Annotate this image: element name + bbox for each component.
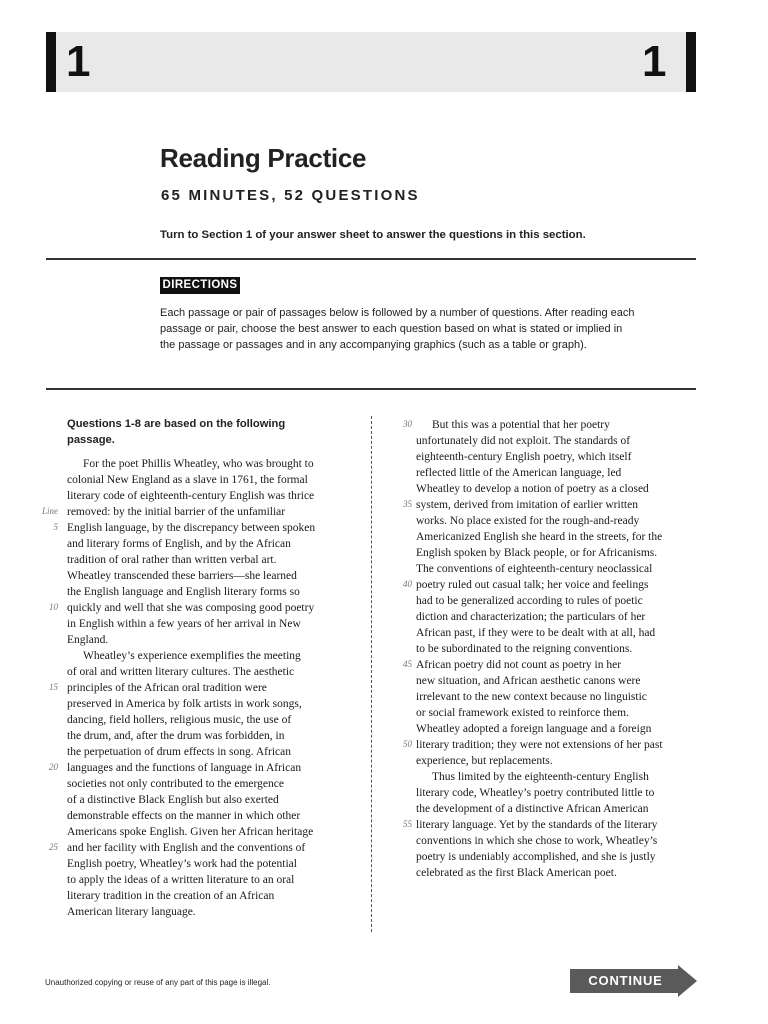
line-number-label: 45 [403,659,412,669]
passage-line: of oral and written literary cultures. The aesthetic [67,666,295,678]
passage-line: irrelevant to the new context because no linguistic [416,691,647,703]
column-divider [371,416,372,932]
section-number-left: 1 [66,37,91,86]
line-number-label: 15 [49,682,58,692]
line-number-label: 10 [49,602,58,612]
passage-line: literary code, Wheatley’s poetry contributed little to [416,787,655,799]
line-number-label: 50 [403,739,412,749]
passage-line: Americanized English she heard in the streets, for the [416,531,663,543]
passage-line: English language, by the discrepancy between spoken [67,522,316,534]
line-number-label: 20 [49,762,58,772]
passage-line: the perpetuation of drum effects in song. African [67,746,291,758]
passage-line: works. No place existed for the rough-and-ready [416,515,640,527]
passage-line: of a distinctive Black English but also exerted [67,794,279,806]
passage-line: England. [67,634,109,646]
section-bar-left [46,32,56,92]
page-title: Reading Practice [160,143,367,173]
passage-line: But this was a potential that her poetry [432,419,610,431]
line-number-label: 30 [403,419,412,429]
passage-line: preserved in America by folk artists in work songs, [67,698,302,710]
passage-line: literary tradition in the creation of an African [67,890,275,902]
questions-heading: Questions 1-8 are based on the following passage. [67,418,286,446]
passage-line: literary language. Yet by the standards of the literary [416,819,658,831]
passage-line: or social framework existed to reinforce them. [416,707,629,719]
passage-line: dancing, field hollers, religious music, the use of [67,714,292,726]
passage-line: system, derived from imitation of earlier written [416,499,638,511]
passage-line: literary tradition; they were not extensions of her past [416,739,663,751]
passage-line: celebrated as the first Black American poet. [416,867,617,879]
passage-line: Thus limited by the eighteenth-century English [432,771,649,783]
time-and-question-count: 65 MINUTES, 52 QUESTIONS [161,187,420,204]
passage-line: and her facility with English and the conventions of [67,842,306,854]
bottom-rule [46,388,696,390]
passage-line: tradition of oral rather than written verbal art. [67,554,277,566]
copyright-footer: Unauthorized copying or reuse of any part of this page is illegal. [45,978,271,987]
passage-line: eighteenth-century English poetry, which itself [416,451,632,463]
section-bar-right [686,32,696,92]
continue-label: CONTINUE [588,973,663,988]
line-number-label: 35 [403,499,412,509]
passage-line: Wheatley transcended these barriers—she learned [67,570,297,582]
passage-line: poetry is undeniably accomplished, and she is justly [416,851,656,863]
line-number-label: 25 [49,842,58,852]
passage-line: African past, if they were to be dealt with at all, had [416,627,656,639]
line-number-label: Line [41,506,58,516]
passage-line: African poetry did not count as poetry in her [416,659,622,671]
passage-line: The conventions of eighteenth-century neoclassical [416,563,653,575]
passage-line: new situation, and African aesthetic canons were [416,675,641,687]
answer-sheet-instruction: Turn to Section 1 of your answer sheet to answer the questions in this section. [160,229,586,241]
line-number-label: 5 [53,522,58,532]
passage-line: to be subordinated to the reigning conventions. [416,643,633,655]
passage-line: removed: by the initial barrier of the unfamiliar [67,506,286,518]
passage-line: in English within a few years of her arrival in New [67,618,301,630]
passage-line: Wheatley to develop a notion of poetry as a closed [416,483,649,495]
passage-line: diction and characterization; the particulars of her [416,611,646,623]
passage-line: English poetry, Wheatley’s work had the potential [67,858,297,870]
directions-badge: DIRECTIONS [160,277,240,294]
passage-line: had to be generalized according to rules of poetic [416,595,643,607]
passage-line: the development of a distinctive African American [416,803,649,815]
passage-line: colonial New England as a slave in 1761, the formal [67,474,308,486]
passage-line: English spoken by Black people, or for Africanisms. [416,547,658,559]
passage-line: conventions in which she chose to work, Wheatley’s [416,835,658,847]
passage-line: literary code of eighteenth-century English was thrice [67,490,315,502]
passage-line: experience, but replacements. [416,755,553,767]
passage-line: principles of the African oral tradition were [67,682,267,694]
section-header-band [46,32,694,92]
passage-line: Wheatley adopted a foreign language and a foreign [416,723,652,735]
passage-line: and literary forms of English, and by the African [67,538,291,550]
directions-text: Each passage or pair of passages below is followed by a number of questions. After reading each passage or pair, choose the best answer to each question based on what is stated or implied in the passage or passages and in any accompanying graphics (such as a table or graph). [160,307,635,351]
passage-line: poetry ruled out casual talk; her voice and feelings [416,579,649,591]
line-number-label: 55 [403,819,412,829]
line-number-label: 40 [403,579,412,589]
passage-line: societies not only contributed to the emergence [67,778,284,790]
passage-line: Americans spoke English. Given her African heritage [67,826,314,838]
passage-line: the English language and English literary forms so [67,586,300,598]
passage-line: reflected little of the American language, led [416,467,622,479]
passage-line: unfortunately did not exploit. The standards of [416,435,631,447]
passage-line: quickly and well that she was composing good poetry [67,602,315,614]
passage-line: American literary language. [67,906,196,918]
passage-line: the drum, and, after the drum was forbidden, in [67,730,285,742]
passage-line: demonstrable effects on the manner in which other [67,810,301,822]
passage-line: For the poet Phillis Wheatley, who was brought to [83,458,314,470]
passage-line: to apply the ideas of a written literature to an oral [67,874,295,886]
passage-line: Wheatley’s experience exemplifies the meeting [83,650,301,662]
passage-line: languages and the functions of language in African [67,762,302,774]
top-rule [46,258,696,260]
section-number-right: 1 [642,37,667,86]
